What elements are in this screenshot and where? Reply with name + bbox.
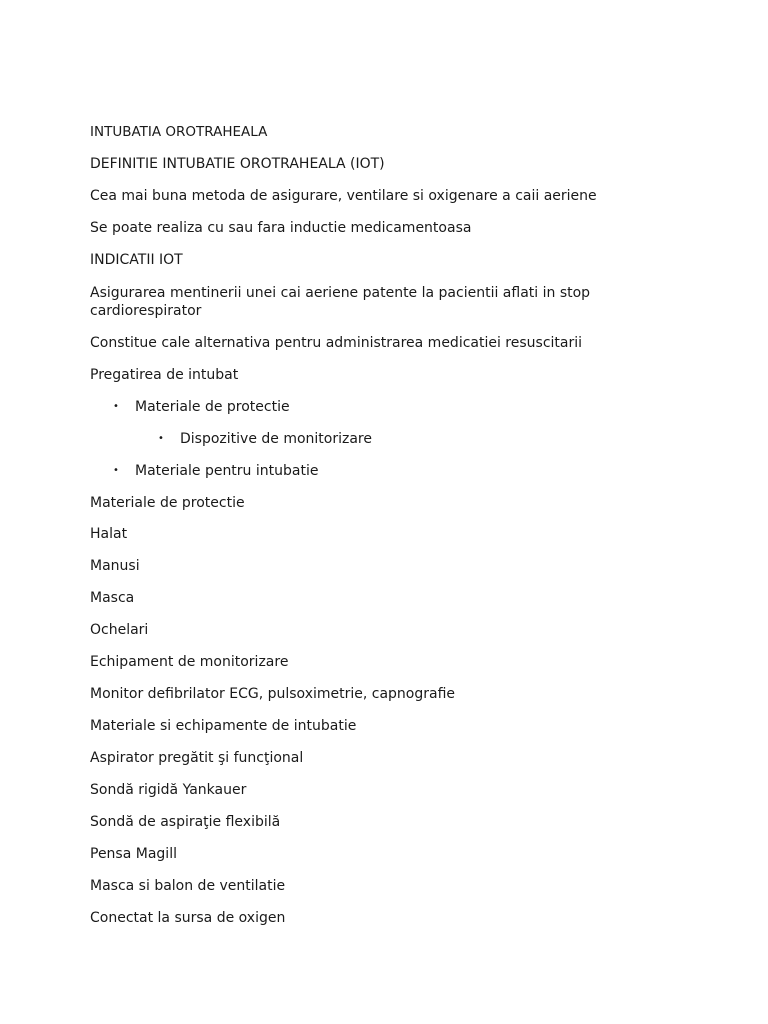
list-item: Aspirator pregătit şi funcţional [90, 750, 304, 766]
list-item: Materiale de protectie [90, 495, 245, 511]
list-item: Sondă de aspiraţie flexibilă [90, 814, 281, 830]
indications-heading: INDICATII IOT [90, 252, 183, 268]
bullet-item-protection: Materiale de protectie [135, 399, 290, 415]
list-item: Manusi [90, 558, 140, 574]
indication-medication-text: Constitue cale alternativa pentru administrarea medicatiei resuscitarii [90, 335, 583, 351]
preparation-heading: Pregatirea de intubat [90, 367, 239, 383]
definition-heading: DEFINITIE INTUBATIE OROTRAHEALA (IOT) [90, 156, 385, 172]
list-item: Sondă rigidă Yankauer [90, 782, 247, 798]
bullet-marker: • [113, 401, 119, 412]
list-item: Pensa Magill [90, 846, 177, 862]
list-item: Materiale si echipamente de intubatie [90, 718, 357, 734]
list-item: Conectat la sursa de oxigen [90, 910, 286, 926]
bullet-marker: • [158, 433, 164, 444]
definition-text: Cea mai buna metoda de asigurare, ventilare si oxigenare a caii aeriene [90, 188, 597, 204]
bullet-item-intubation: Materiale pentru intubatie [135, 463, 319, 479]
list-item: Monitor defibrilator ECG, pulsoximetrie, capnografie [90, 686, 456, 702]
list-item: Masca si balon de ventilatie [90, 878, 286, 894]
list-item: Ochelari [90, 622, 149, 638]
list-item: Echipament de monitorizare [90, 654, 289, 670]
list-item: Halat [90, 526, 128, 542]
list-item: Masca [90, 590, 135, 606]
document-title: INTUBATIA OROTRAHEALA [90, 124, 268, 140]
bullet-marker: • [113, 465, 119, 476]
induction-text: Se poate realiza cu sau fara inductie medicamentoasa [90, 220, 472, 236]
bullet-item-monitoring: Dispozitive de monitorizare [180, 431, 372, 447]
indication-airway-text: Asigurarea mentinerii unei cai aeriene patente la pacientii aflati in stop cardiorespirator [90, 285, 591, 319]
